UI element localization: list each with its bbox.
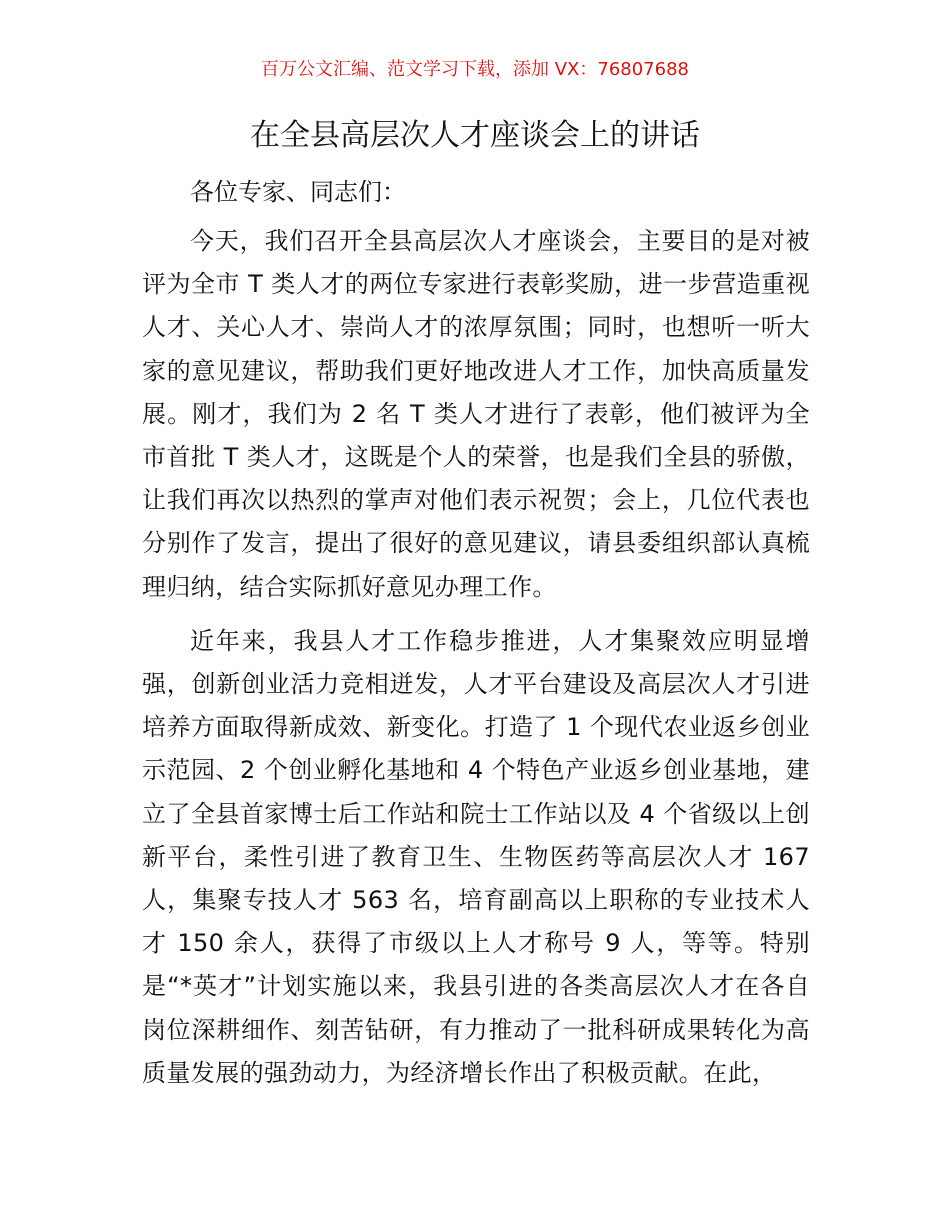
salutation: 各位专家、同志们： [190, 178, 406, 206]
paragraph-achievements: 近年来，我县人才工作稳步推进，人才集聚效应明显增强，创新创业活力竞相迸发，人才平台建设及高层次人才引进培养方面取得新成效、新变化。打造了 1 个现代农业返乡创业示范园、2 个创业孵化基地和 4 个特色产业返乡创业基地，建立了全县首家博士后工作站和院士工作站以及 4 个省级以上创新平台，柔性引进了教育卫生、生物医药等高层次人才 167 人，集聚专技人才 563 名，培育副高以上职称的专业技术人才 150 余人，获得了市级以上人才称号 9 人，等等。特别是“*英才”计划实施以来，我县引进的各类高层次人才在各自岗位深耕细作、刻苦钻研，有力推动了一批科研成果转化为高质量发展的强劲动力，为经济增长作出了积极贡献。在此， [142, 626, 810, 1087]
document-title: 在全县高层次人才座谈会上的讲话 [250, 118, 700, 153]
paragraph-intro: 今天，我们召开全县高层次人才座谈会，主要目的是对被评为全市 T 类人才的两位专家进行表彰奖励，进一步营造重视人才、关心人才、崇尚人才的浓厚氛围；同时，也想听一听大家的意见建议，帮助我们更好地改进人才工作，加快高质量发展。刚才，我们为 2 名 T 类人才进行了表彰，他们被评为全市首批 T 类人才，这既是个人的荣誉，也是我们全县的骄傲，让我们再次以热烈的掌声对他们表示祝贺；会上，几位代表也分别作了发言，提出了很好的意见建议，请县委组织部认真梳理归纳，结合实际抓好意见办理工作。 [142, 227, 810, 601]
promo-header: 百万公文汇编、范文学习下载，添加 VX：76807688 [261, 59, 689, 80]
document-body [142, 220, 810, 1106]
